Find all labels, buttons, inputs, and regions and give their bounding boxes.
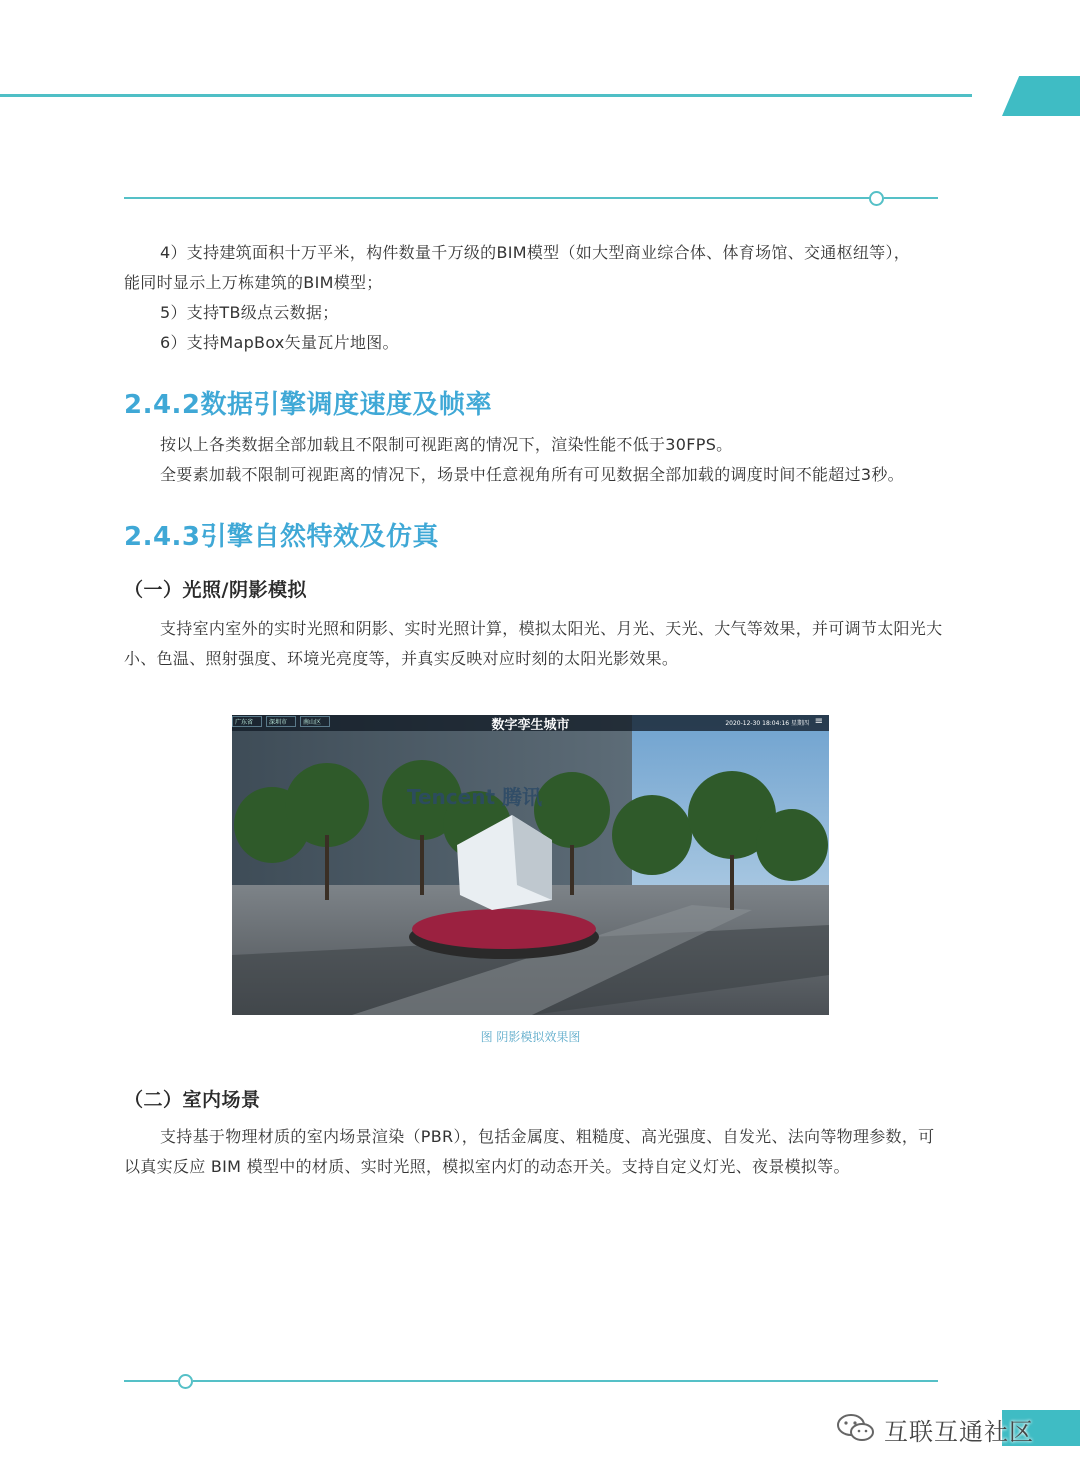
building-sign: Tencent 腾讯 [407, 785, 542, 809]
divider-line-top [124, 197, 870, 199]
watermark-text: 互联互通社区 [884, 1418, 1034, 1446]
dropdown-district[interactable]: 南山区 [300, 716, 330, 727]
subsection-lighting-body [124, 614, 944, 674]
header-rule [0, 94, 972, 97]
subsection-title-lighting: （一）光照/阴影模拟 [124, 579, 307, 601]
list-item-continuation: 能同时显示上万栋建筑的BIM模型； [124, 273, 383, 292]
divider-line-bottom-left [124, 1380, 178, 1382]
subsection-indoor-body [124, 1122, 944, 1182]
header-tab-decoration [1002, 76, 1080, 116]
list-item: 4）支持建筑面积十万平米，构件数量千万级的BIM模型（如大型商业综合体、体育场馆、交通枢纽等）， [160, 243, 911, 262]
wechat-icon [836, 1412, 876, 1444]
paragraph: 支持室内室外的实时光照和阴影、实时光照计算，模拟太阳光、月光、天光、大气等效果，并可调节太阳光大小、色温、照射强度、环境光亮度等，并真实反映对应时刻的太阳光影效果。 [124, 619, 943, 668]
scene-illustration [232, 715, 829, 1015]
paragraph: 支持基于物理材质的室内场景渲染（PBR），包括金属度、粗糙度、高光强度、自发光、法向等物理参数，可以真实反应 BIM 模型中的材质、实时光照，模拟室内灯的动态开关。支持自定义灯光、夜景模拟等。 [124, 1127, 935, 1176]
figure-caption: 图 阴影模拟效果图 [480, 1030, 581, 1044]
divider-circle-top [869, 191, 884, 206]
list-block [124, 238, 944, 358]
section-heading-2-4-3: 2.4.3引擎自然特效及仿真 [124, 522, 440, 552]
shadow-simulation-figure [232, 715, 829, 1015]
subsection-title-indoor: （二）室内场景 [124, 1089, 261, 1111]
dropdown-city[interactable]: 深圳市 [266, 716, 296, 727]
divider-line-top-right [884, 197, 938, 199]
list-item: 6）支持MapBox矢量瓦片地图。 [160, 333, 399, 352]
paragraph: 全要素加载不限制可视距离的情况下，场景中任意视角所有可见数据全部加载的调度时间不能超过3秒。 [160, 465, 904, 484]
menu-icon[interactable]: ≡ [814, 716, 823, 727]
section-heading-2-4-2: 2.4.2数据引擎调度速度及帧率 [124, 390, 493, 420]
divider-circle-bottom [178, 1374, 193, 1389]
paragraph: 按以上各类数据全部加载且不限制可视距离的情况下，渲染性能不低于30FPS。 [160, 435, 733, 454]
watermark [830, 1406, 1080, 1450]
list-item: 5）支持TB级点云数据； [160, 303, 339, 322]
divider-line-bottom [193, 1380, 938, 1382]
scene-title: 数字孪生城市 [491, 718, 570, 733]
scene-datetime: 2020-12-30 18:04:16 星期四 [725, 720, 809, 727]
section-2-4-2-body [124, 430, 944, 490]
dropdown-province[interactable]: 广东省 [232, 716, 262, 727]
